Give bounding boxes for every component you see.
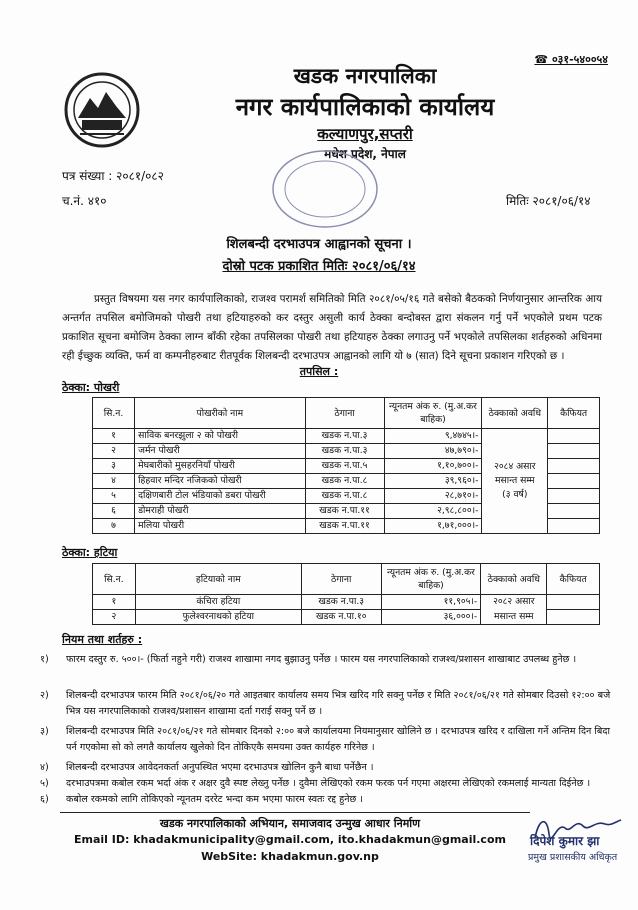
rule-item: ४) शिलबन्दी दरभाउपत्र आवेदनकर्ता अनुपस्थित भएमा दरभाउपत्र खोलिन कुनै बाधा पर्नेछैन । [40, 762, 374, 773]
markets-table [92, 563, 600, 625]
table-row: १ कंचिरा हटिया खडक न.पा.३ ११,९०५।- २०८२ असार [93, 595, 600, 610]
org-name: खडक नगरपालिका [293, 64, 437, 88]
footer-divider [60, 812, 530, 813]
office-name: नगर कार्यपालिकाको कार्यालय [235, 93, 495, 121]
letter-number: पत्र संख्या : २०८१/०८२ [62, 169, 164, 183]
schedule-label: तपसिल : [299, 365, 339, 378]
rule-item: ३) शिलबन्दी दरभाउपत्र मिति २०८१/०६/२१ गते सोमबार दिनको २:०० बजे कार्यालयमा नियमानुसार खोलिने छ । दरभाउपत्र खरिद र दाखिला गर्ने अन्तिम दिन बिदा पर्न गएकोमा सो को लगतै कार्यालय खुलेको दिन तोकिएकै समयमा उक्त कार्यहरु गरिनेछ । [40, 726, 610, 753]
col-header: सि.न. [93, 398, 135, 429]
rule-item: ५) दरभाउपत्रमा कबोल रकम भर्दा अंक र अक्षर दुवै स्पष्ट लेख्नु पर्नेछ । दुवैमा लेखिएको रकम फरक पर्न गएमा अक्षरमा लेखिएको रकमलाई मान्यता दिईनेछ । [40, 778, 591, 789]
municipality-logo-icon [60, 70, 144, 150]
dispatch-number: च.नं. ४१० [62, 194, 107, 208]
col-header: ठेगाना [301, 564, 381, 595]
phone-number: ☎ ०३१-५४००५४ [534, 53, 608, 66]
contract-period: २०८२ असार [481, 595, 547, 610]
table-header-row [93, 398, 600, 429]
col-header: पोखरीको नाम [135, 398, 305, 429]
table-header-row [93, 564, 600, 595]
table-row: ७ मलिया पोखरी खडक न.पा.११ १,७१,०००।- [93, 519, 600, 534]
table-row: ४ हिहवार मन्दिर नजिकको पोखरी खडक न.पा.८ ३९,९६०।- [93, 474, 600, 489]
rules-title: नियम तथा शर्तहरु : [62, 633, 143, 646]
col-header: ठेगाना [305, 398, 384, 429]
signatory-post: प्रमुख प्रशासकीय अधिकृत [528, 852, 618, 863]
office-place: कल्याणपुर,सप्तरी [317, 125, 413, 143]
table-row: २ फुलेश्वरनाथको हटिया खडक न.पा.१० ३६,०००।- मसान्त सम्म [93, 610, 600, 625]
notice-subtitle: दोस्रो पटक प्रकाशित मितिः २०८१/०६/१४ [222, 259, 416, 274]
col-header: ठेक्काको अवधि [481, 564, 547, 595]
ponds-section-title: ठेक्का: पोखरी [62, 381, 120, 394]
table-row: ५ दक्षिणबारी टोल भंडियाको डबरा पोखरी खडक न.पा.८ २८,७१०।- [93, 489, 600, 504]
footer-website: WebSite: khadakmun.gov.np [201, 850, 379, 863]
table-row: १ साविक बनरझुला २ को पोखरी खडक न.पा.३ ९,४७४५।- [93, 429, 600, 444]
office-province: मधेश प्रदेश, नेपाल [324, 147, 406, 161]
col-header: कैफियत [548, 398, 600, 429]
notice-title: शिलबन्दी दरभाउपत्र आह्वानको सूचना । [226, 237, 412, 252]
rule-item: १) फारम दस्तुर रु. ५००।- (फिर्ता नहुने गरी) राजश्व शाखामा नगद बुझाउनु पर्नेछ । फारम यस नगरपालिकाको राजश्व/प्रशासन शाखाबाट उपलब्ध हुनेछ । [40, 654, 577, 665]
notice-paragraph: प्रस्तुत विषयमा यस नगर कार्यपालिकाको, राजश्व परामर्श समितिको मिति २०८१/०५/१६ गते बसेको बैठकको निर्णयानुसार आन्तरिक आय अन्तर्गत तपसिल बमोजिमको पोखरी तथा हटियाहरुको कर दस्तुर असुली कार्य ठेक्का बन्दोबस्त द्वारा संकलन गर्नु पर्ने भएकोले प्रथम पटक प्रकाशित सूचना बमोजिम ठेक्का लाग्न बाँकी रहेका तपसिलका पोखरी तथा हटियाहरु ठेक्का लगाउनु पर्ने भएकोले तपसिलका शर्तहरुको अधिनमा रही ईच्छुक व्यक्ति, फर्म वा कम्पनीहरुबाट रीतपूर्वक शिलबन्दी दरभाउपत्र आह्वानको लागि यो ७ (सात) दिने सूचना प्रकाशन गरिएको छ । [62, 293, 602, 362]
rule-item: २) शिलबन्दी दरभाउपत्र फारम मिति २०८१/०६/२० गते आइतबार कार्यालय समय भित्र खरिद गरि सक्नु पर्नेछ र मिति २०८१/०६/२१ गते सोमबार दिउसो १२:०० बजे भित्र यस नगरपालिकाको राजश्व/प्रशासन शाखामा दर्ता गराई सक्नु पर्ने छ । [40, 690, 611, 717]
table-row: २ जर्मन पोखरी खडक न.पा.३ ४७,७९०।- २०८४ असार मसान्त सम्म (३ वर्ष) [93, 444, 600, 459]
signatory-name: दिपेश कुमार झा [530, 834, 600, 848]
rule-item: ६) कबोल रकमको लागि तोकिएको न्यूनतम दररेट भन्दा कम भएमा फारम स्वतः रद्द हुनेछ । [40, 794, 363, 805]
ponds-table [92, 397, 600, 534]
col-header: न्यूनतम अंक रु. (मु.अ.कर बाहिक) [381, 564, 480, 595]
contract-period: मसान्त सम्म [481, 610, 547, 625]
footer-slogan: खडक नगरपालिकाको अभियान, समाजवाद उन्मुख आधार निर्माण [159, 817, 421, 830]
footer-email: Email ID: khadakmunicipality@gmail.com, ito.khadakmun@gmail.com [74, 833, 506, 846]
table-row: ३ मेघबारीको मुसहरनियाँ पोखरी खडक न.पा.५ १,१०,७००।- [93, 459, 600, 474]
office-stamp-icon [270, 148, 380, 230]
table-row: ६ डोमराही पोखरी खडक न.पा.११ २,९८,८००।- [93, 504, 600, 519]
col-header: सि.न. [93, 564, 136, 595]
contract-period: २०८४ असार मसान्त सम्म (३ वर्ष) [482, 444, 548, 519]
col-header: ठेक्काको अवधि [482, 398, 548, 429]
notice-date: मितिः २०८१/०६/१४ [506, 194, 591, 208]
col-header: हटियाको नाम [135, 564, 301, 595]
col-header: न्यूनतम अंक रु. (मु.अ.कर बाहिक) [384, 398, 482, 429]
markets-section-title: ठेक्का: हटिया [62, 546, 118, 559]
col-header: कैफियत [547, 564, 600, 595]
